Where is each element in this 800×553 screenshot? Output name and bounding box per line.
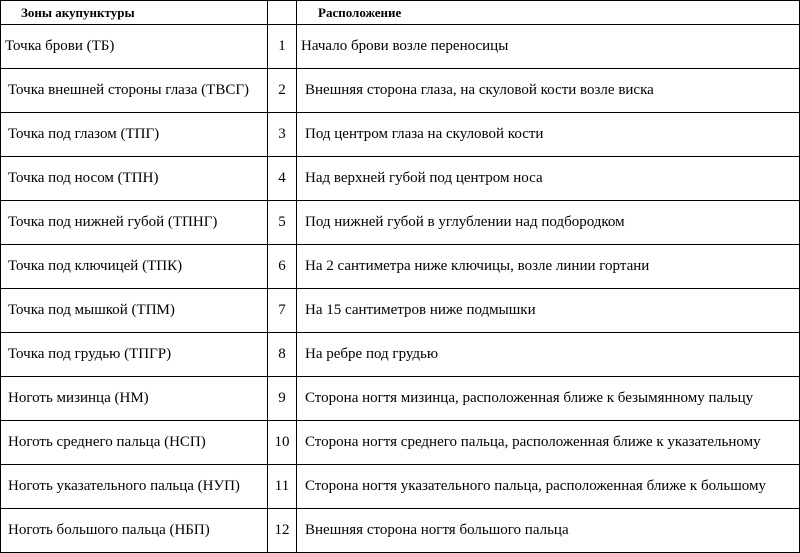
location-cell: Внешняя сторона глаза, на скуловой кости возле виска [297,69,800,113]
zone-cell: Ноготь указательного пальца (НУП) [1,465,268,509]
zone-cell: Точка под глазом (ТПГ) [1,113,268,157]
table-row [1,421,800,465]
header-number [268,1,297,25]
number-cell: 3 [268,113,297,157]
number-cell: 12 [268,509,297,553]
zone-cell: Точка под грудью (ТПГР) [1,333,268,377]
table-row [1,25,800,69]
zone-cell: Точка под ключицей (ТПК) [1,245,268,289]
number-cell: 8 [268,333,297,377]
number-cell: 9 [268,377,297,421]
location-cell: Начало брови возле переносицы [297,25,800,69]
location-cell: Сторона ногтя мизинца, расположенная ближе к безымянному пальцу [297,377,800,421]
number-cell: 4 [268,157,297,201]
location-cell: Сторона ногтя среднего пальца, расположенная ближе к указательному [297,421,800,465]
zone-cell: Точка внешней стороны глаза (ТВСГ) [1,69,268,113]
table-header-row [1,1,800,25]
number-cell: 10 [268,421,297,465]
table-row [1,69,800,113]
header-zones: Зоны акупунктуры [1,1,268,25]
location-cell: Под центром глаза на скуловой кости [297,113,800,157]
location-cell: Сторона ногтя указательного пальца, расположенная ближе к большому [297,465,800,509]
number-cell: 2 [268,69,297,113]
zone-cell: Точка под нижней губой (ТПНГ) [1,201,268,245]
zone-cell: Точка под носом (ТПН) [1,157,268,201]
location-cell: На 15 сантиметров ниже подмышки [297,289,800,333]
number-cell: 11 [268,465,297,509]
zone-cell: Точка под мышкой (ТПМ) [1,289,268,333]
location-cell: На ребре под грудью [297,333,800,377]
number-cell: 6 [268,245,297,289]
zone-cell: Точка брови (ТБ) [1,25,268,69]
number-cell: 1 [268,25,297,69]
table-row [1,377,800,421]
zone-cell: Ноготь мизинца (НМ) [1,377,268,421]
table-row [1,113,800,157]
location-cell: Внешняя сторона ногтя большого пальца [297,509,800,553]
zone-cell: Ноготь большого пальца (НБП) [1,509,268,553]
location-cell: Над верхней губой под центром носа [297,157,800,201]
table-row [1,245,800,289]
location-cell: Под нижней губой в углублении над подбородком [297,201,800,245]
table-row [1,201,800,245]
table-row [1,157,800,201]
location-cell: На 2 сантиметра ниже ключицы, возле линии гортани [297,245,800,289]
table-row [1,289,800,333]
number-cell: 7 [268,289,297,333]
table-row [1,333,800,377]
table-row [1,465,800,509]
header-location: Расположение [297,1,800,25]
table-row [1,509,800,553]
zone-cell: Ноготь среднего пальца (НСП) [1,421,268,465]
number-cell: 5 [268,201,297,245]
